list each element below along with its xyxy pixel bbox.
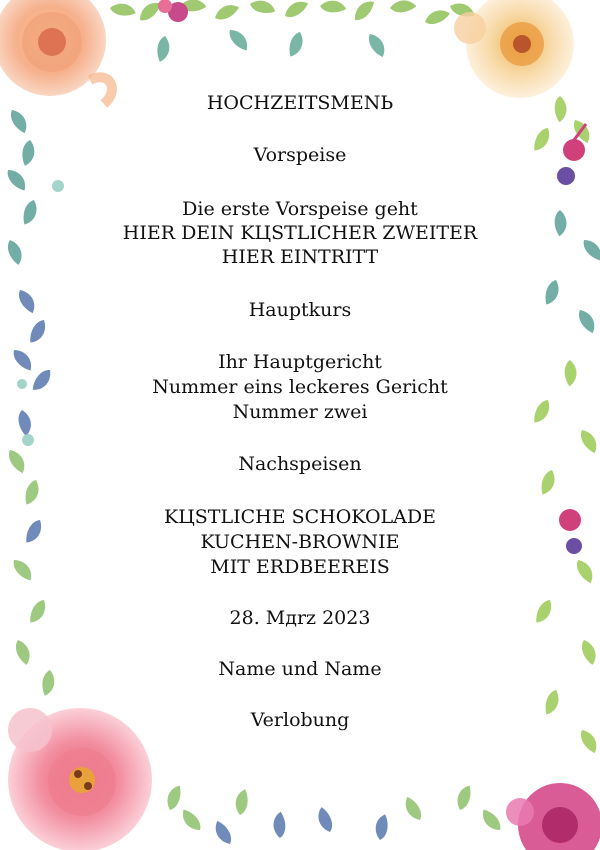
- bottom-right-bloom-icon: [506, 783, 600, 850]
- main-heading: Hauptkurs: [248, 299, 352, 321]
- wedding-date: 28. Mдrz 2023: [229, 607, 371, 629]
- occasion: Verlobung: [250, 709, 350, 731]
- couple-names: Name und Name: [218, 658, 382, 680]
- top-right-rose-icon: [454, 0, 574, 98]
- main-line: Ihr Hauptgericht: [218, 351, 382, 373]
- starter-line: Die erste Vorspeise geht: [182, 198, 418, 220]
- top-left-rose-icon: [0, 0, 112, 104]
- dessert-line: KЦSTLICHE SCHOKOLADE: [164, 506, 436, 528]
- starter-line: HIER EINTRITT: [221, 246, 379, 268]
- dessert-line: KUCHEN-BROWNIE: [200, 531, 400, 553]
- dessert-line: MIT ERDBEEREIS: [210, 556, 390, 578]
- main-line: Nummer eins leckeres Gericht: [152, 376, 448, 398]
- dessert-heading: Nachspeisen: [238, 453, 362, 475]
- bottom-leaf-garland: [162, 783, 503, 847]
- main-line: Nummer zwei: [232, 401, 368, 423]
- starter-heading: Vorspeise: [253, 144, 347, 166]
- menu-title: HOCHZEITSMENЬ: [206, 92, 394, 114]
- starter-line: HIER DEIN KЦSTLICHER ZWEITER: [122, 222, 478, 244]
